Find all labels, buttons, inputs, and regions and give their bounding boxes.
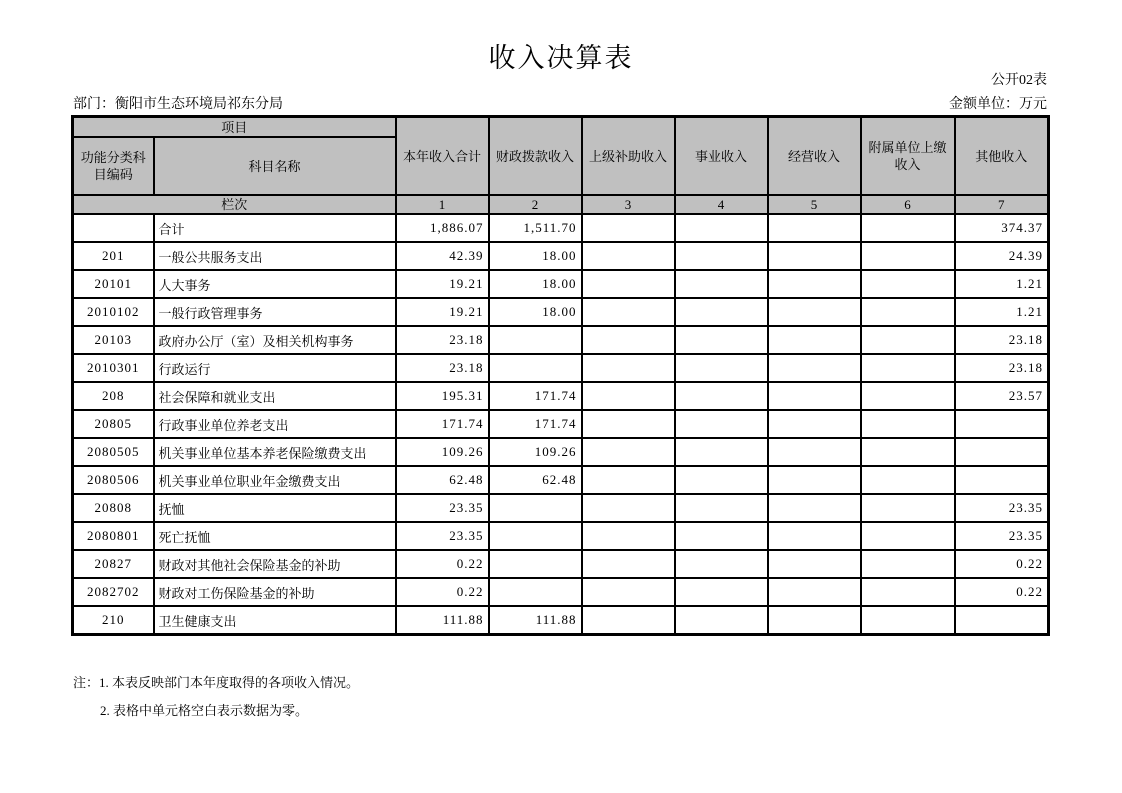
header-row-lanci [73,195,1049,214]
row-code: 20101 [73,270,154,298]
row-value: 19.21 [396,298,489,326]
row-name: 社会保障和就业支出 [154,382,396,410]
header-col-other-income: 其他收入 [955,117,1049,196]
table-row [73,298,1049,326]
row-value: 23.57 [955,382,1049,410]
row-value [582,606,675,635]
row-value [582,466,675,494]
row-value [768,242,861,270]
row-value: 171.74 [489,382,582,410]
header-col-superior-subsidy: 上级补助收入 [582,117,675,196]
row-value: 374.37 [955,214,1049,242]
table-row [73,438,1049,466]
header-col-business-income: 事业收入 [675,117,768,196]
row-name: 一般行政管理事务 [154,298,396,326]
row-value: 109.26 [489,438,582,466]
row-value [489,522,582,550]
row-value [582,578,675,606]
income-table [71,115,1050,636]
row-value: 18.00 [489,242,582,270]
row-value: 23.18 [955,326,1049,354]
row-value [489,550,582,578]
row-value [861,354,955,382]
table-row [73,242,1049,270]
row-name: 一般公共服务支出 [154,242,396,270]
row-value [582,298,675,326]
row-value: 23.18 [396,354,489,382]
row-code: 2010301 [73,354,154,382]
row-value: 1.21 [955,298,1049,326]
row-value: 24.39 [955,242,1049,270]
row-value [675,410,768,438]
row-value [861,298,955,326]
row-value [675,606,768,635]
row-value [675,214,768,242]
row-value [768,466,861,494]
row-value: 23.18 [955,354,1049,382]
row-value [582,270,675,298]
table-row [73,214,1049,242]
table-row [73,522,1049,550]
row-name: 财政对工伤保险基金的补助 [154,578,396,606]
header-lanci: 栏次 [73,195,396,214]
row-value [675,242,768,270]
table-row [73,578,1049,606]
row-value [768,522,861,550]
row-value: 0.22 [955,578,1049,606]
row-value [582,438,675,466]
footnote-2: 2. 表格中单元格空白表示数据为零。 [100,703,309,718]
row-value [861,550,955,578]
row-value [675,466,768,494]
header-col-number: 3 [582,195,675,214]
row-value [861,410,955,438]
row-name: 机关事业单位基本养老保险缴费支出 [154,438,396,466]
row-value [768,298,861,326]
row-name: 政府办公厅（室）及相关机构事务 [154,326,396,354]
row-value [955,606,1049,635]
row-value [582,354,675,382]
row-value [582,550,675,578]
row-value [861,466,955,494]
row-code [73,214,154,242]
row-code: 2080801 [73,522,154,550]
row-value [861,522,955,550]
row-name: 卫生健康支出 [154,606,396,635]
table-row [73,606,1049,635]
row-value [675,550,768,578]
row-code: 20827 [73,550,154,578]
row-value [675,326,768,354]
row-value [582,522,675,550]
row-value [675,494,768,522]
row-value: 195.31 [396,382,489,410]
header-col-number: 4 [675,195,768,214]
row-value: 18.00 [489,298,582,326]
row-value: 42.39 [396,242,489,270]
footnote-1: 注：1. 本表反映部门本年度取得的各项收入情况。 [73,675,360,690]
row-value [768,606,861,635]
row-name: 行政事业单位养老支出 [154,410,396,438]
row-value: 62.48 [489,466,582,494]
row-value [861,438,955,466]
row-value [582,494,675,522]
row-value: 23.35 [955,522,1049,550]
row-value [768,382,861,410]
row-value: 1.21 [955,270,1049,298]
row-value: 18.00 [489,270,582,298]
row-value [861,270,955,298]
row-name: 行政运行 [154,354,396,382]
row-value: 23.35 [955,494,1049,522]
row-code: 20808 [73,494,154,522]
row-code: 201 [73,242,154,270]
row-value: 171.74 [396,410,489,438]
table-row [73,410,1049,438]
row-value: 0.22 [955,550,1049,578]
row-value [675,270,768,298]
row-value [861,494,955,522]
row-value: 62.48 [396,466,489,494]
row-code: 20103 [73,326,154,354]
row-value: 23.35 [396,494,489,522]
row-value [861,242,955,270]
row-value [582,410,675,438]
row-value [582,242,675,270]
row-value [675,382,768,410]
row-value [955,410,1049,438]
header-col-subordinate-remit: 附属单位上缴收入 [861,117,955,196]
row-value [489,494,582,522]
row-value [768,354,861,382]
row-value [489,326,582,354]
row-name: 合计 [154,214,396,242]
header-col-number: 5 [768,195,861,214]
row-name: 财政对其他社会保险基金的补助 [154,550,396,578]
row-code: 2080505 [73,438,154,466]
header-col-annual-total: 本年收入合计 [396,117,489,196]
row-name: 机关事业单位职业年金缴费支出 [154,466,396,494]
table-row [73,466,1049,494]
row-value [861,578,955,606]
row-value: 0.22 [396,550,489,578]
row-value [768,270,861,298]
table-row [73,354,1049,382]
row-value [675,522,768,550]
row-code: 2082702 [73,578,154,606]
row-value [955,438,1049,466]
row-code: 2080506 [73,466,154,494]
row-value [675,578,768,606]
row-value [675,354,768,382]
row-value [768,494,861,522]
row-value: 0.22 [396,578,489,606]
footnotes [73,672,359,719]
header-row-project [73,117,1049,138]
row-value [861,326,955,354]
row-value: 171.74 [489,410,582,438]
row-name: 抚恤 [154,494,396,522]
row-value [768,550,861,578]
row-value [489,354,582,382]
row-value: 1,886.07 [396,214,489,242]
row-value [768,410,861,438]
row-code: 210 [73,606,154,635]
unit-label: 金额单位：万元 [949,97,1047,112]
row-value [861,214,955,242]
table-code-label: 公开02表 [991,73,1047,88]
department-label: 部门：衡阳市生态环境局祁东分局 [73,97,283,112]
row-value [582,382,675,410]
row-name: 人大事务 [154,270,396,298]
row-value [675,438,768,466]
row-code: 20805 [73,410,154,438]
header-col-fiscal-appropriation: 财政拨款收入 [489,117,582,196]
row-value: 109.26 [396,438,489,466]
row-value [861,606,955,635]
row-value [582,326,675,354]
row-value: 111.88 [489,606,582,635]
row-value [582,214,675,242]
table-row [73,550,1049,578]
header-col-operating-income: 经营收入 [768,117,861,196]
header-col-number: 1 [396,195,489,214]
header-col-number: 2 [489,195,582,214]
table-row [73,382,1049,410]
row-value: 1,511.70 [489,214,582,242]
row-value [768,326,861,354]
row-value [768,438,861,466]
row-value [768,214,861,242]
row-value [768,578,861,606]
header-col-number: 6 [861,195,955,214]
header-function-code: 功能分类科目编码 [73,137,154,195]
table-row [73,326,1049,354]
row-code: 2010102 [73,298,154,326]
table-body [73,214,1049,635]
row-value: 23.18 [396,326,489,354]
row-value [489,578,582,606]
table-row [73,494,1049,522]
table-row [73,270,1049,298]
row-value [955,466,1049,494]
row-name: 死亡抚恤 [154,522,396,550]
page-title: 收入决算表 [488,43,634,73]
header-subject-name: 科目名称 [154,137,396,195]
row-code: 208 [73,382,154,410]
row-value: 23.35 [396,522,489,550]
row-value [861,382,955,410]
header-project: 项目 [73,117,396,138]
row-value: 111.88 [396,606,489,635]
row-value: 19.21 [396,270,489,298]
row-value [675,298,768,326]
header-col-number: 7 [955,195,1049,214]
